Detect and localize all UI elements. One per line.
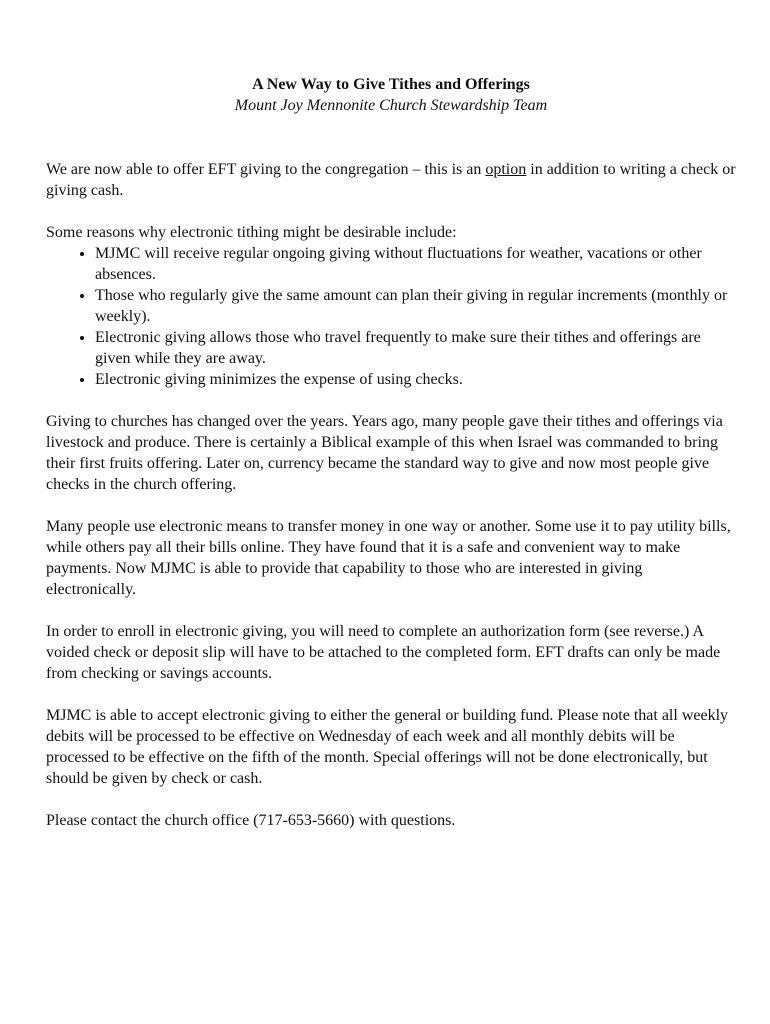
intro-paragraph	[46, 159, 736, 201]
schedule-paragraph: MJMC is able to accept electronic giving to either the general or building fund. Please note that all weekly debits will be processed to be effective on Wednesday of each week and all monthly debits will be processed to be effective on the fifth of the month. Special offerings will not be done electronically, but should be given by check or cash.	[46, 707, 729, 787]
reasons-lead: Some reasons why electronic tithing might be desirable include:	[46, 224, 457, 241]
list-item: • MJMC will receive regular ongoing giving without fluctuations for weather, vacations or other absences.	[95, 243, 736, 285]
list-item: • Electronic giving allows those who travel frequently to make sure their tithes and offerings are given while they are away.	[95, 327, 736, 369]
list-item: • Electronic giving minimizes the expense of using checks.	[95, 369, 736, 390]
reasons-list	[46, 243, 736, 390]
contact-paragraph: Please contact the church office (717-653-5660) with questions.	[46, 812, 456, 829]
document-page	[46, 74, 736, 831]
document-subtitle: Mount Joy Mennonite Church Stewardship Team	[234, 97, 548, 114]
intro-underlined-word: option	[485, 161, 527, 178]
intro-text-end: in addition to writing a check or giving cash.	[46, 161, 736, 199]
intro-text-start: We are now able to offer EFT giving to the congregation – this is an	[46, 161, 486, 178]
history-paragraph: Giving to churches has changed over the years. Years ago, many people gave their tithes and offerings via livestock and produce. There is certainly a Biblical example of this when Israel was commanded to bring their first fruits offering. Later on, currency became the standard way to give and now most people give checks in the church offering.	[46, 413, 723, 493]
document-title: A New Way to Give Tithes and Offerings	[252, 76, 530, 93]
enroll-paragraph: In order to enroll in electronic giving, you will need to complete an authorization form (see reverse.) A voided check or deposit slip will have to be attached to the completed form. EFT drafts can only be made from checking or savings accounts.	[46, 623, 721, 682]
electronic-paragraph: Many people use electronic means to transfer money in one way or another. Some use it to pay utility bills, while others pay all their bills online. They have found that it is a safe and convenient way to make payments. Now MJMC is able to provide that capability to those who are interested in giving electronically.	[46, 518, 731, 598]
list-item: • Those who regularly give the same amount can plan their giving in regular increments (monthly or weekly).	[95, 285, 736, 327]
